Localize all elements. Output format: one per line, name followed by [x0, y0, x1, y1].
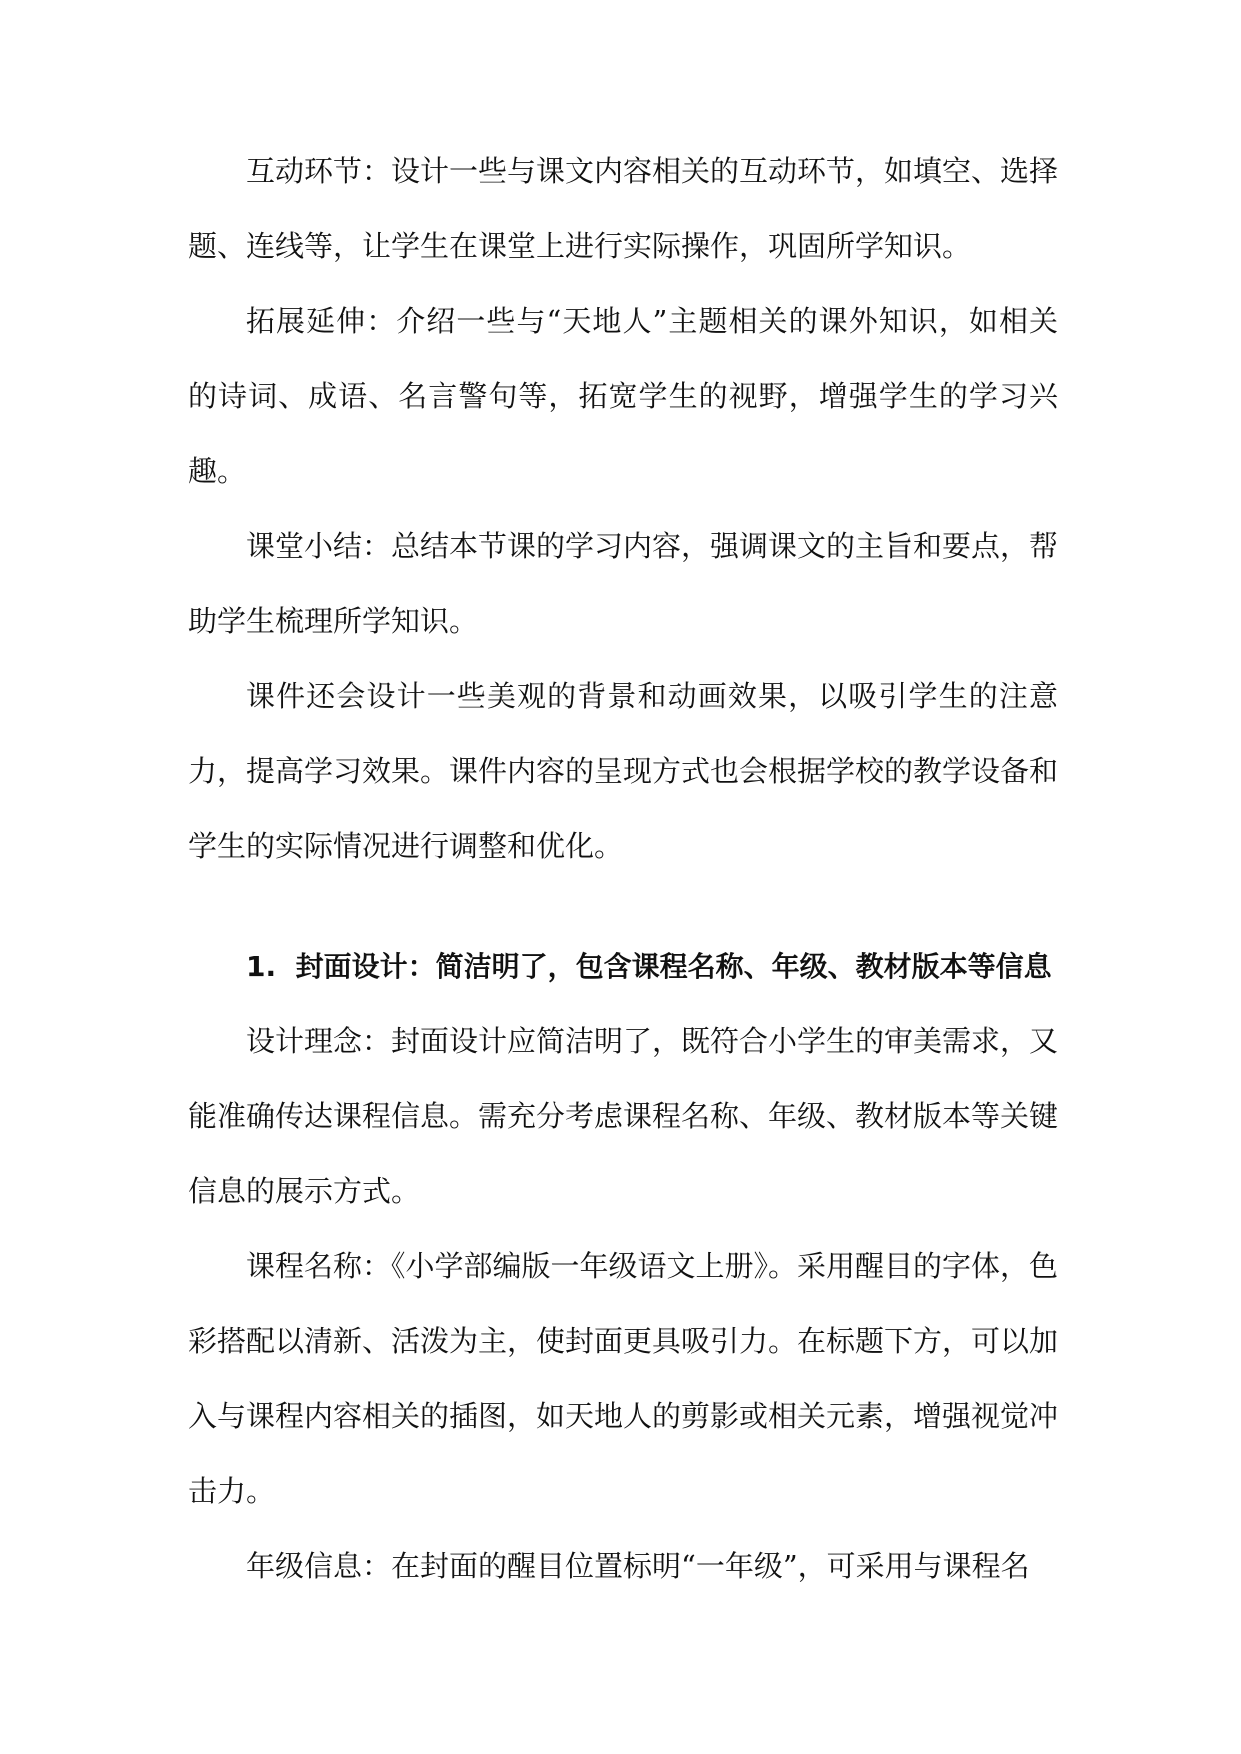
section-heading-number: 1. — [246, 950, 277, 983]
paragraph-course-name: 课程名称：《小学部编版一年级语文上册》。采用醒目的字体，色彩搭配以清新、活泼为主，使封面更具吸引力。在标题下方，可以加入与课程内容相关的插图，如天地人的剪影或相关元素，增强视觉冲击力。 — [188, 1249, 1059, 1508]
section-heading — [188, 929, 1058, 1004]
paragraph-courseware-effects: 课件还会设计一些美观的背景和动画效果，以吸引学生的注意力，提高学习效果。课件内容的呈现方式也会根据学校的教学设备和学生的实际情况进行调整和优化。 — [188, 679, 1059, 863]
section-heading-text: 封面设计：简洁明了，包含课程名称、年级、教材版本等信息 — [295, 950, 1052, 983]
paragraph-extension: 拓展延伸：介绍一些与“天地人”主题相关的课外知识，如相关的诗词、成语、名言警句等，拓宽学生的视野，增强学生的学习兴趣。 — [188, 304, 1058, 488]
paragraph-grade-info: 年级信息：在封面的醒目位置标明“一年级”，可采用与课程名 — [246, 1549, 1030, 1583]
paragraph-design-concept: 设计理念：封面设计应简洁明了，既符合小学生的审美需求，又能准确传达课程信息。需充分考虑课程名称、年级、教材版本等关键信息的展示方式。 — [188, 1024, 1059, 1208]
section-spacer — [188, 884, 1058, 929]
document-body — [188, 134, 1058, 1604]
paragraph-interactive-session: 互动环节：设计一些与课文内容相关的互动环节，如填空、选择题、连线等，让学生在课堂上进行实际操作，巩固所学知识。 — [188, 154, 1059, 263]
paragraph-class-summary: 课堂小结：总结本节课的学习内容，强调课文的主旨和要点，帮助学生梳理所学知识。 — [188, 529, 1059, 638]
